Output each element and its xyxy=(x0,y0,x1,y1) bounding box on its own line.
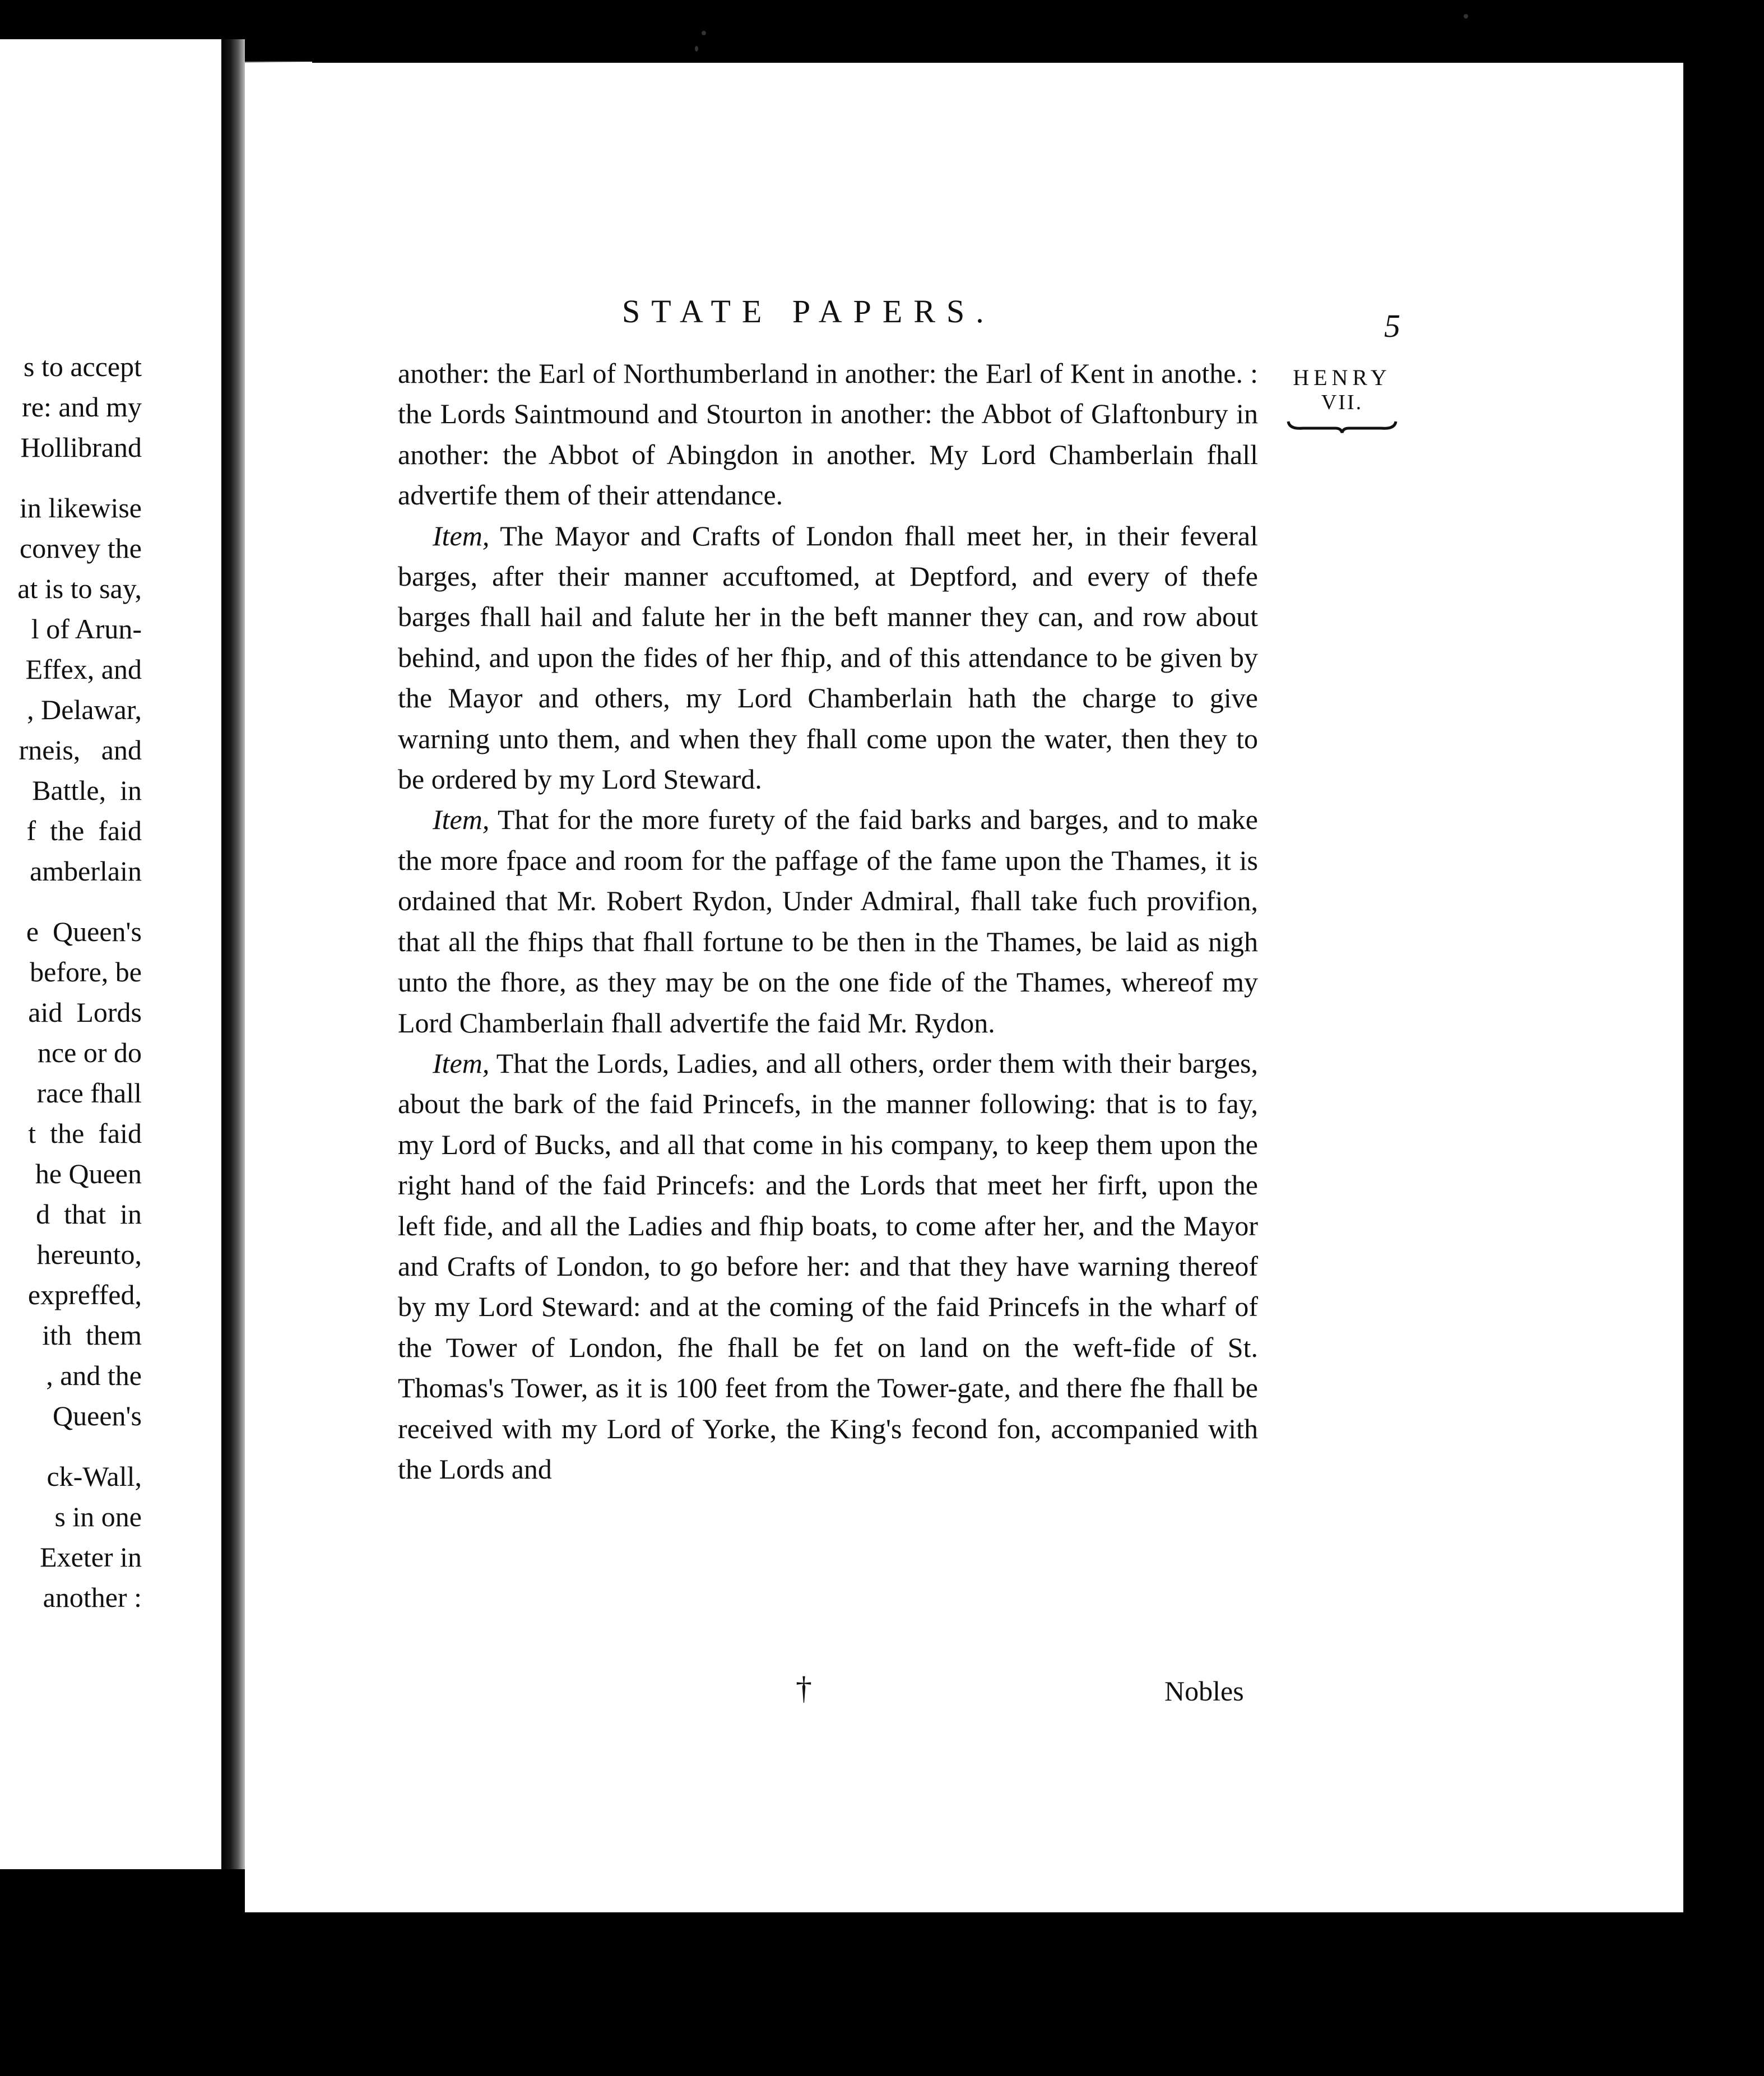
brace-icon xyxy=(1286,419,1398,434)
previous-page-line xyxy=(17,467,142,488)
previous-page-line: Queen's xyxy=(53,1400,142,1431)
previous-page-line: Hollibrand xyxy=(20,432,142,463)
previous-page-line: f the faid xyxy=(26,815,142,846)
previous-page-line: t the faid xyxy=(28,1118,142,1149)
paragraph-4 xyxy=(398,1043,1258,1489)
scan-speck xyxy=(702,31,706,35)
previous-page-line xyxy=(17,891,142,911)
paragraph-4-text: That the Lords, Ladies, and all others, order them with their barges, about the bark of the faid Princefs, in the manner following: that is to fay, my Lord of Bucks, and all that come in his company, to keep them upon the right hand of the faid Princefs: and the Lords that meet her firft, upon the left fide, and all the Ladies and fhip boats, to come after her, and the Mayor and Crafts of London, to go before her: and that they have warning thereof by my Lord Steward: and at the coming of the faid Princefs in the wharf of the Tower of London, fhe fhall be fet on land on the weft-fide of St. Thomas's Tower, as it is 100 feet from the Tower-gate, and there fhe fhall be received with my Lord of Yorke, the King's fecond fon, accompanied with the Lords and xyxy=(398,1047,1258,1485)
previous-page-line: ith them xyxy=(42,1319,142,1351)
previous-page-line: re: and my xyxy=(22,391,142,423)
running-title: STATE PAPERS. xyxy=(622,293,995,330)
item-label: Item, xyxy=(433,520,490,552)
previous-page-line: e Queen's xyxy=(26,916,142,947)
scan-speck xyxy=(695,46,698,52)
paragraph-3 xyxy=(398,799,1258,1042)
previous-page-line: in likewise xyxy=(19,492,142,523)
previous-page-line: race fhall xyxy=(36,1077,142,1109)
previous-page-line: , and the xyxy=(46,1360,142,1391)
previous-page-line: expreffed, xyxy=(27,1279,142,1310)
previous-page-line: at is to say, xyxy=(17,573,142,604)
previous-page-line: he Queen xyxy=(35,1158,142,1189)
page-number: 5 xyxy=(1384,308,1400,344)
previous-page-line: before, be xyxy=(30,956,142,988)
previous-page-line: rneis, and xyxy=(18,734,142,766)
previous-page-fragment xyxy=(0,39,221,1869)
previous-page-line: amberlain xyxy=(30,855,142,887)
previous-page-line: another : xyxy=(43,1582,142,1613)
scan-speck xyxy=(1464,14,1468,18)
previous-page-line: l of Arun- xyxy=(31,613,142,645)
book-gutter xyxy=(221,39,245,1869)
previous-page-line: convey the xyxy=(20,532,142,564)
previous-page-line: d that in xyxy=(36,1198,142,1230)
previous-page-line: ck-Wall, xyxy=(47,1461,142,1492)
paragraph-1 xyxy=(398,353,1258,516)
body-text xyxy=(398,353,1258,1489)
margin-note xyxy=(1283,365,1401,434)
catchword: Nobles xyxy=(1164,1675,1244,1707)
paragraph-2 xyxy=(398,516,1258,800)
previous-page-line: aid Lords xyxy=(28,997,142,1028)
margin-note-line-1: HENRY xyxy=(1293,365,1391,390)
previous-page-line: nce or do xyxy=(37,1037,142,1068)
previous-page-line: s to accept xyxy=(23,351,142,382)
previous-page-line: hereunto, xyxy=(36,1239,142,1270)
paragraph-2-text: The Mayor and Crafts of London fhall meet her, in their feveral barges, after their manner accuftomed, at Deptford, and every of thefe barges fhall hail and falute her in the beft manner they can, and row about behind, and upon the fides of her fhip, and of this attendance to be given by the Mayor and others, my Lord Chamberlain hath the charge to give warning unto them, and when they fhall come upon the water, then they to be ordered by my Lord Steward. xyxy=(398,520,1258,795)
paragraph-3-text: That for the more furety of the faid barks and barges, and to make the more fpace and room for the paffage of the fame upon the Thames, it is ordained that Mr. Robert Rydon, Under Admiral, fhall take fuch provifion, that all the fhips that fhall fortune to be then in the Thames, be laid as nigh unto the fhore, as they may be on the one fide of the Thames, whereof my Lord Chamberlain fhall advertife the faid Mr. Rydon. xyxy=(398,804,1258,1039)
previous-page-line: , Delawar, xyxy=(27,694,142,725)
previous-page-line xyxy=(17,1436,142,1456)
previous-page-line: Battle, in xyxy=(32,775,142,806)
previous-page-line: Effex, and xyxy=(25,654,142,685)
paragraph-1-text: another: the Earl of Northumberland in another: the Earl of Kent in anothe. : the Lords Saintmound and Stourton in another: the Abbot of Glaftonbury in another: the Abbot of Abingdon in another. My Lord Chamberlain fhall advertife them of their attendance. xyxy=(398,358,1258,511)
item-label: Item, xyxy=(433,1047,490,1079)
signature-mark: † xyxy=(796,1670,812,1706)
previous-page-text xyxy=(17,346,142,1618)
previous-page-line: Exeter in xyxy=(40,1541,142,1573)
item-label: Item, xyxy=(433,804,490,836)
previous-page-line: s in one xyxy=(54,1501,142,1532)
margin-note-line-2: VII. xyxy=(1321,391,1363,414)
